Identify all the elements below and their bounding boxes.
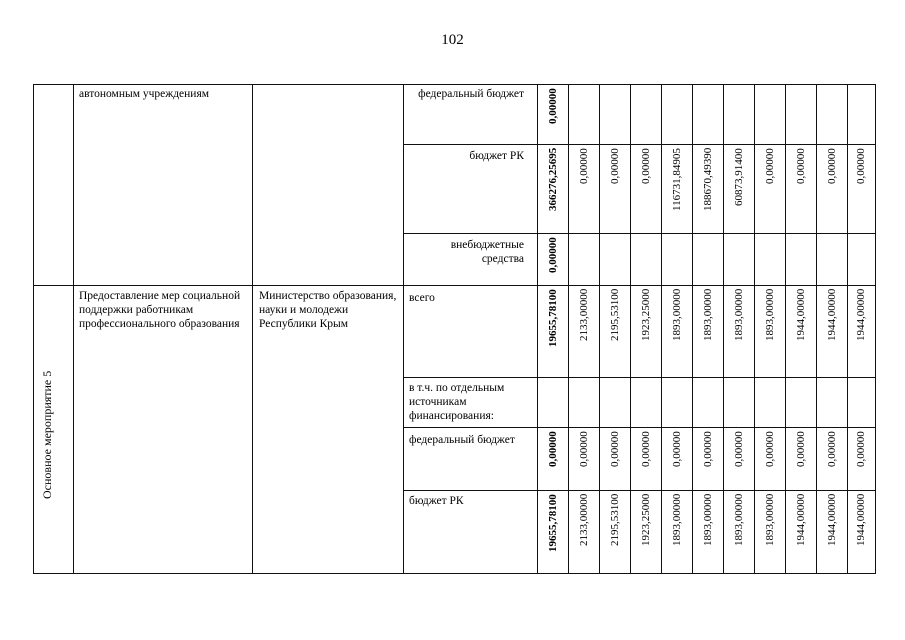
value-cell: 1893,00000 bbox=[701, 494, 714, 547]
value-cell: 1893,00000 bbox=[670, 494, 683, 547]
grid-line bbox=[816, 84, 817, 574]
grid-line bbox=[630, 84, 631, 574]
value-cell: 19655,78100 bbox=[546, 494, 559, 552]
row2-executor: Министерство образования, науки и молодежи Республики Крым bbox=[259, 290, 397, 330]
grid-line bbox=[33, 84, 876, 85]
row2-source-total: всего bbox=[409, 292, 435, 304]
grid-line bbox=[537, 84, 538, 574]
value-cell: 188670,49390 bbox=[701, 148, 714, 212]
measure-label: Основное мероприятие 5 bbox=[40, 370, 54, 500]
value-cell: 1893,00000 bbox=[763, 494, 776, 547]
grid-line bbox=[754, 84, 755, 574]
value-cell: 1893,00000 bbox=[670, 289, 683, 342]
grid-line bbox=[847, 84, 848, 574]
value-cell: 60873,91400 bbox=[732, 148, 745, 206]
value-cell: 1893,00000 bbox=[701, 289, 714, 342]
grid-line bbox=[73, 84, 74, 574]
value-cell: 0,00000 bbox=[763, 431, 776, 467]
value-cell: 2195,53100 bbox=[608, 494, 621, 547]
grid-line bbox=[33, 573, 876, 574]
value-cell: 1944,00000 bbox=[794, 289, 807, 342]
grid-line bbox=[599, 84, 600, 574]
value-cell: 1944,00000 bbox=[825, 494, 838, 547]
row1-source-rk: бюджет РК bbox=[469, 150, 524, 162]
value-cell: 116731,84905 bbox=[670, 148, 683, 211]
value-cell: 0,00000 bbox=[825, 431, 838, 467]
value-cell: 2133,00000 bbox=[577, 289, 590, 342]
value-cell: 0,00000 bbox=[639, 148, 652, 184]
value-cell: 2133,00000 bbox=[577, 494, 590, 547]
value-cell: 1893,00000 bbox=[732, 289, 745, 342]
value-cell: 0,00000 bbox=[794, 431, 807, 467]
value-cell: 0,00000 bbox=[546, 237, 559, 273]
row1-source-offbudget: внебюджетные средства bbox=[450, 239, 524, 265]
value-cell: 0,00000 bbox=[701, 431, 714, 467]
value-cell: 0,00000 bbox=[577, 148, 590, 184]
grid-line bbox=[403, 490, 876, 491]
value-cell: 1944,00000 bbox=[855, 289, 867, 342]
grid-line bbox=[403, 233, 876, 234]
value-cell: 0,00000 bbox=[855, 431, 867, 467]
grid-line bbox=[403, 427, 876, 428]
value-cell: 0,00000 bbox=[546, 88, 559, 124]
value-cell: 1944,00000 bbox=[855, 494, 867, 547]
page-number: 102 bbox=[441, 32, 464, 48]
grid-line bbox=[568, 84, 569, 574]
value-cell: 0,00000 bbox=[608, 431, 621, 467]
grid-line bbox=[403, 84, 404, 574]
value-cell: 0,00000 bbox=[546, 431, 559, 467]
value-cell: 19655,78100 bbox=[546, 289, 559, 347]
grid-line bbox=[403, 144, 876, 145]
grid-line bbox=[875, 84, 876, 574]
row2-source-federal: федеральный бюджет bbox=[409, 434, 515, 446]
grid-line bbox=[723, 84, 724, 574]
value-cell: 1893,00000 bbox=[763, 289, 776, 342]
grid-line bbox=[252, 84, 253, 574]
value-cell: 0,00000 bbox=[670, 431, 683, 467]
value-cell: 1944,00000 bbox=[794, 494, 807, 547]
row1-description: автономным учреждениям bbox=[79, 88, 210, 100]
value-cell: 0,00000 bbox=[763, 148, 776, 184]
grid-line bbox=[692, 84, 693, 574]
grid-line bbox=[33, 285, 876, 286]
value-cell: 1923,25000 bbox=[639, 494, 652, 547]
value-cell: 2195,53100 bbox=[608, 289, 621, 342]
value-cell: 1893,00000 bbox=[732, 494, 745, 547]
row2-source-rk: бюджет РК bbox=[409, 495, 464, 507]
value-cell: 1944,00000 bbox=[825, 289, 838, 342]
value-cell: 366276,25695 bbox=[546, 148, 559, 212]
grid-line bbox=[785, 84, 786, 574]
grid-line bbox=[403, 377, 876, 378]
row2-description: Предоставление мер социальной поддержки работникам профессионального образования bbox=[79, 290, 241, 330]
value-cell: 0,00000 bbox=[732, 431, 745, 467]
value-cell: 0,00000 bbox=[608, 148, 621, 184]
value-cell: 0,00000 bbox=[794, 148, 807, 184]
value-cell: 0,00000 bbox=[825, 148, 838, 184]
value-cell: 0,00000 bbox=[577, 431, 590, 467]
grid-line bbox=[661, 84, 662, 574]
grid-line bbox=[33, 84, 34, 574]
value-cell: 0,00000 bbox=[639, 431, 652, 467]
value-cell: 1923,25000 bbox=[639, 289, 652, 342]
row2-source-by-sources: в т.ч. по отдельным источникам финансирования: bbox=[409, 382, 505, 422]
row1-source-federal: федеральный бюджет bbox=[418, 88, 524, 100]
value-cell: 0,00000 bbox=[855, 148, 867, 184]
